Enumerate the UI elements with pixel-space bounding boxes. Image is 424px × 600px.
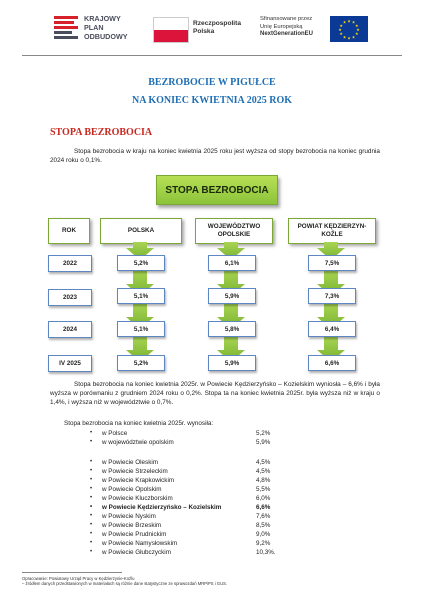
value-wojewodztwo: 5,9% [208,288,256,304]
bullet-icon: • [90,540,93,546]
svg-text:★: ★ [342,34,347,40]
value-polska: 5,1% [117,321,165,337]
bullet-icon: • [90,477,93,483]
list-item: • w Powiecie Kluczborskim 6,0% [90,495,271,502]
page-subtitle: NA KONIEC KWIETNIA 2025 ROK [131,95,293,106]
list-item: • w Powiecie Strzeleckim 4,5% [90,468,271,475]
header-polska: POLSKA [100,218,182,244]
svg-text:★: ★ [356,27,360,32]
value-polska: 5,2% [117,255,165,271]
value-polska: 5,1% [117,288,165,304]
svg-text:★: ★ [355,23,359,28]
value-wojewodztwo: 5,9% [208,355,256,371]
list-item: • w Powiecie Prudnickim 9,0% [90,531,271,538]
value-powiat: 6,6% [308,355,356,371]
bullet-icon: • [90,439,93,445]
svg-text:★: ★ [347,35,351,41]
infographic-banner: STOPA BEZROBOCIA [156,175,278,205]
year-cell: 2022 [48,255,92,272]
list-item: • w Powiecie Brzeskim 8,5% [90,522,271,529]
list-item: • w województwie opolskim 5,9% [90,439,271,446]
year-cell: 2024 [48,321,92,338]
svg-text:★: ★ [342,19,347,25]
poland-logo-text: Rzeczpospolita Polska [193,20,241,35]
list-item: • w Powiecie Głubczyckim 10,3%. [90,549,276,556]
bullet-icon: • [90,468,93,474]
bullet-icon: • [90,549,93,555]
section-title: STOPA BEZROBOCIA [50,127,153,138]
bullet-icon: • [90,486,93,492]
list-item: • w Powiecie Oleskim 4,5% [90,459,271,466]
summary-paragraph: Stopa bezrobocia na koniec kwietnia 2025r. w Powiecie Kędzierzyńsko – Kozielskim wyniosła – 6,6% i była wyższa w porównaniu z grudniem 2024 roku o 0,2%. Stopa ta na koniec kwietnia 2025r. była wyższa niż w kraju o 1,4%, i wyższa niż w województwie o 0,7%. [50,381,380,406]
bullet-icon: • [90,430,93,436]
bullet-icon: • [90,522,93,528]
list-intro: Stopa bezrobocia na koniec kwietnia 2025r. wynosiła: [64,420,214,427]
list-item-highlighted: • w Powiecie Kędzierzyńsko – Kozielskim 6,6% [90,504,271,511]
bullet-icon: • [90,513,93,519]
kpo-logo-text: KRAJOWY PLAN ODBUDOWY [84,14,128,41]
list-item: • w Polsce 5,2% [90,430,271,437]
svg-text:★: ★ [338,27,342,32]
page-title: BEZROBOCIE W PIGUŁCE [148,77,276,88]
svg-text:★: ★ [347,18,351,24]
header-powiat: POWIAT KĘDZIERZYN-KOŹLE [288,218,376,244]
list-item: • w Powiecie Krapkowickim 4,8% [90,477,271,484]
header-wojewodztwo: WOJEWÓDZTWO OPOLSKIE [195,218,273,244]
list-item: • w Powiecie Opolskim 5,5% [90,486,271,493]
value-powiat: 6,4% [308,321,356,337]
header-year: ROK [48,218,90,244]
value-wojewodztwo: 5,8% [208,321,256,337]
svg-text:★: ★ [339,31,343,36]
list-item: • w Powiecie Nyskim 7,6% [90,513,271,520]
value-polska: 5,2% [117,355,165,371]
bullet-icon: • [90,504,93,510]
svg-text:★: ★ [355,31,359,36]
footer-note: Opracowanie: Powiatowy Urząd Pracy w Kędzierzynie-Koźlu – źródłem danych przedstawionych w materiałach są różnie dane statystyczne ze sprawozdań MRPiPS i GUS. [22,576,228,587]
svg-text:★: ★ [351,19,356,25]
list-item: • w Powiecie Namysłowskim 9,2% [90,540,271,547]
bullet-icon: • [90,495,93,501]
value-wojewodztwo: 6,1% [208,255,256,271]
value-powiat: 7,5% [308,255,356,271]
svg-text:★: ★ [339,23,343,28]
svg-text:★: ★ [351,34,356,40]
bullet-icon: • [90,531,93,537]
footer-divider [22,572,122,573]
intro-paragraph: Stopa bezrobocia w kraju na koniec kwietnia 2025 roku jest wyższa od stopy bezrobocia na koniec grudnia 2024 roku o 0,1%. [50,148,380,164]
bullet-icon: • [90,459,93,465]
eu-funding-text: Sfinansowane przez Unię Europejską NextGenerationEU [260,16,314,37]
value-powiat: 7,3% [308,288,356,304]
year-cell: 2023 [48,289,92,306]
year-cell: IV 2025 [48,355,92,372]
